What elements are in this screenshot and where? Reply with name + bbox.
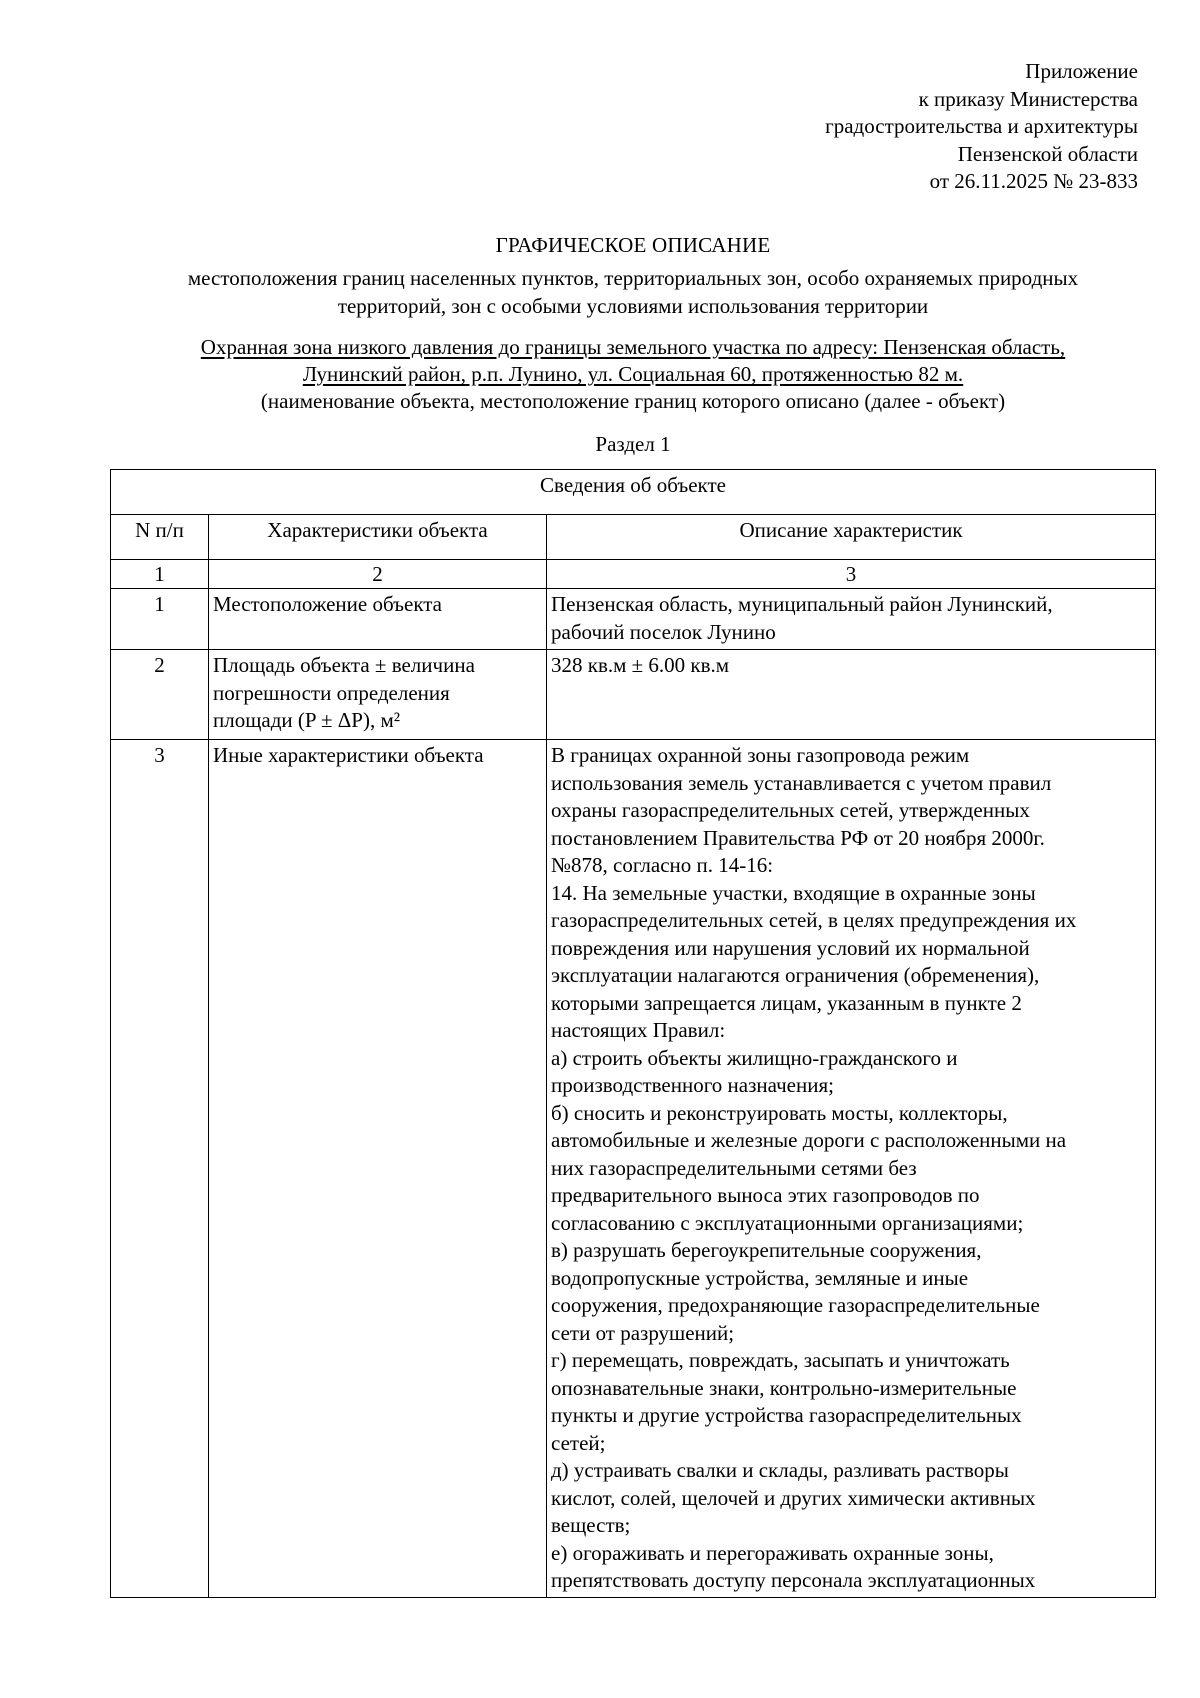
- cell-line: постановлением Правительства РФ от 20 ноября 2000г.: [551, 825, 1045, 850]
- section-heading: Раздел 1: [595, 432, 671, 456]
- cell-line: а) строить объекты жилищно-гражданского и: [551, 1045, 958, 1070]
- row-description: [547, 589, 1156, 650]
- cell-line: 328 кв.м ± 6.00 кв.м: [551, 653, 730, 677]
- table-header-row: [111, 515, 1156, 560]
- cell-line: газораспределительных сетей, в целях предупреждения их: [551, 908, 1077, 932]
- cell-line: площади (P ± ΔP), м²: [213, 708, 401, 732]
- cell-line: автомобильные и железные дороги с расположенными на: [551, 1128, 1067, 1152]
- object-name-line: Лунинский район, р.п. Лунино, ул. Социальная 60, протяженностью 82 м.: [302, 362, 964, 386]
- row-characteristic: [209, 740, 547, 1598]
- cell-line: погрешности определения: [213, 680, 450, 705]
- appendix-line: Пензенской области: [957, 141, 1138, 166]
- object-name-line: Охранная зона низкого давления до границы земельного участка по адресу: Пензенская область,: [200, 335, 1066, 359]
- table-row: [111, 650, 1156, 740]
- row-description: [547, 650, 1156, 740]
- cell-line: охраны газораспределительных сетей, утвержденных: [551, 798, 1030, 822]
- cell-line: д) устраивать свалки и склады, разливать растворы: [551, 1458, 1009, 1482]
- table-title-row: [111, 470, 1156, 515]
- cell-line: Местоположение объекта: [213, 592, 443, 616]
- index-cell: 2: [209, 560, 547, 589]
- cell-line: настоящих Правил:: [551, 1018, 726, 1042]
- cell-line: использования земель устанавливается с учетом правил: [551, 770, 1052, 795]
- cell-line: в) разрушать берегоукрепительные сооружения,: [551, 1238, 982, 1262]
- subtitle-line: местоположения границ населенных пунктов, территориальных зон, особо охраняемых природных: [187, 266, 1079, 290]
- index-cell: 1: [111, 560, 209, 589]
- cell-line: г) перемещать, повреждать, засыпать и уничтожать: [551, 1348, 1010, 1372]
- table-row: [111, 740, 1156, 1598]
- object-name: [100, 334, 1166, 388]
- cell-line: согласованию с эксплуатационными организациями;: [551, 1210, 1024, 1235]
- header-description: Описание характеристик: [547, 515, 1156, 560]
- subtitle-line: территорий, зон с особыми условиями использования территории: [337, 294, 929, 318]
- cell-line: эксплуатации налагаются ограничения (обременения),: [551, 963, 1040, 987]
- cell-line: рабочий поселок Лунино: [551, 619, 776, 644]
- cell-line: веществ;: [551, 1513, 631, 1537]
- row-number: 2: [111, 650, 209, 740]
- cell-line: водопропускные устройства, земляные и иные: [551, 1265, 969, 1290]
- object-caption: (наименование объекта, местоположение границ которого описано (далее - объект): [260, 389, 1006, 413]
- cell-line: них газораспределительными сетями без: [551, 1155, 917, 1180]
- cell-line: производственного назначения;: [551, 1073, 834, 1097]
- document-title: ГРАФИЧЕСКОЕ ОПИСАНИЕ: [495, 233, 771, 257]
- object-info-table: [110, 469, 1156, 1598]
- cell-line: сетей;: [551, 1430, 606, 1455]
- cell-line: Иные характеристики объекта: [213, 743, 484, 767]
- appendix-line: Приложение: [1025, 59, 1138, 83]
- cell-line: сооружения, предохраняющие газораспределительные: [551, 1293, 1040, 1317]
- cell-line: кислот, солей, щелочей и других химически активных: [551, 1485, 1036, 1510]
- cell-line: повреждения или нарушения условий их нормальной: [551, 935, 1030, 960]
- cell-line: б) сносить и реконструировать мосты, коллекторы,: [551, 1100, 1008, 1125]
- row-characteristic: [209, 650, 547, 740]
- cell-line: В границах охранной зоны газопровода режим: [551, 743, 970, 767]
- appendix-block: [825, 58, 1138, 196]
- row-characteristic: [209, 589, 547, 650]
- table-index-row: [111, 560, 1156, 589]
- row-number: 3: [111, 740, 209, 1598]
- cell-line: пункты и другие устройства газораспределительных: [551, 1403, 1022, 1427]
- header-number: N п/п: [111, 515, 209, 560]
- cell-line: Пензенская область, муниципальный район Лунинский,: [551, 592, 1053, 616]
- cell-line: предварительного выноса этих газопроводов по: [551, 1183, 980, 1207]
- cell-line: препятствовать доступу персонала эксплуатационных: [551, 1568, 1036, 1592]
- index-cell: 3: [547, 560, 1156, 589]
- document-subtitle: [100, 264, 1166, 320]
- cell-line: 14. На земельные участки, входящие в охранные зоны: [551, 880, 1036, 905]
- table-title: Сведения об объекте: [111, 470, 1156, 515]
- cell-line: Площадь объекта ± величина: [213, 653, 475, 677]
- cell-line: №878, согласно п. 14-16:: [551, 853, 774, 877]
- appendix-line: градостроительства и архитектуры: [825, 114, 1138, 138]
- cell-line: сети от разрушений;: [551, 1320, 735, 1345]
- cell-line: опознавательные знаки, контрольно-измерительные: [551, 1375, 1017, 1400]
- cell-line: которыми запрещается лицам, указанным в пункте 2: [551, 990, 1022, 1015]
- table-row: [111, 589, 1156, 650]
- row-description: [547, 740, 1156, 1598]
- appendix-line: от 26.11.2025 № 23-833: [929, 169, 1138, 193]
- appendix-line: к приказу Министерства: [918, 86, 1138, 111]
- row-number: 1: [111, 589, 209, 650]
- header-characteristic: Характеристики объекта: [209, 515, 547, 560]
- cell-line: е) огораживать и перегораживать охранные зоны,: [551, 1540, 994, 1565]
